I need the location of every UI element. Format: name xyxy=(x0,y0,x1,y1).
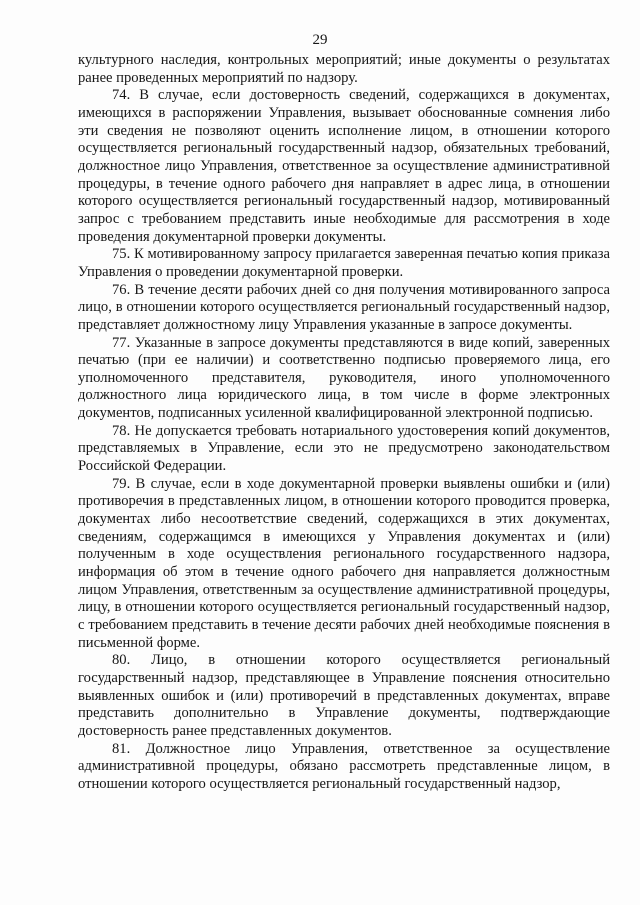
paragraph-continuation: культурного наследия, контрольных мероприятий; иные документы о результатах ранее проведенных мероприятий по надзору. xyxy=(78,52,610,86)
paragraph-75: 75. К мотивированному запросу прилагается заверенная печатью копия приказа Управления о проведении документарной проверки. xyxy=(78,246,610,280)
paragraph-78: 78. Не допускается требовать нотариального удостоверения копий документов, представляемых в Управление, если это не предусмотрено законодательством Российской Федерации. xyxy=(78,422,610,475)
page-body xyxy=(78,52,610,794)
page-number: 29 xyxy=(312,32,328,48)
paragraph-79: 79. В случае, если в ходе документарной проверки выявлены ошибки и (или) противоречия в представленных лицом, в отношении которого проводится проверка, документах либо несоответствие сведений, содержащихся в этих документах, сведениям, содержащимся в имеющихся у Управления документах и (или) полученным в ходе осуществления регионального государственного надзора, информация об этом в течение одного рабочего дня направляется должностным лицом Управления, ответственным за осуществление административной процедуры, лицу, в отношении которого осуществляется региональный государственный надзор, с требованием представить в течение десяти рабочих дней необходимые пояснения в письменной форме. xyxy=(78,475,610,651)
paragraph-76: 76. В течение десяти рабочих дней со дня получения мотивированного запроса лицо, в отношении которого осуществляется региональный государственный надзор, представляет должностному лицу Управления указанные в запросе документы. xyxy=(78,281,610,333)
paragraph-74: 74. В случае, если достоверность сведений, содержащихся в документах, имеющихся в распоряжении Управления, вызывает обоснованные сомнения либо эти сведения не позволяют оценить исполнение лицом, в отношении которого осуществляется региональный государственный надзор, обязательных требований, должностное лицо Управления, ответственное за осуществление административной процедуры, в течение одного рабочего дня направляет в адрес лица, в отношении которого осуществляется региональный государственный надзор, мотивированный запрос с требованием представить иные необходимые для рассмотрения в ходе проведения документарной проверки документы. xyxy=(78,87,610,245)
paragraph-80: 80. Лицо, в отношении которого осуществляется региональный государственный надзор, представляющее в Управление пояснения относительно выявленных ошибок и (или) противоречий в представленных документах, вправе представить дополнительно в Управление документы, подтверждающие достоверность ранее представленных документов. xyxy=(78,652,610,739)
paragraph-81: 81. Должностное лицо Управления, ответственное за осуществление административной процедуры, обязано рассмотреть представленные лицом, в отношении которого осуществляется региональный государственный надзор, xyxy=(78,740,610,792)
paragraph-77: 77. Указанные в запросе документы представляются в виде копий, заверенных печатью (при ее наличии) и соответственно подписью проверяемого лица, его уполномоченного представителя, руководителя, иного уполномоченного должностного лица юридического лица, в том числе в форме электронных документов, подписанных усиленной квалифицированной электронной подписью. xyxy=(78,334,610,422)
